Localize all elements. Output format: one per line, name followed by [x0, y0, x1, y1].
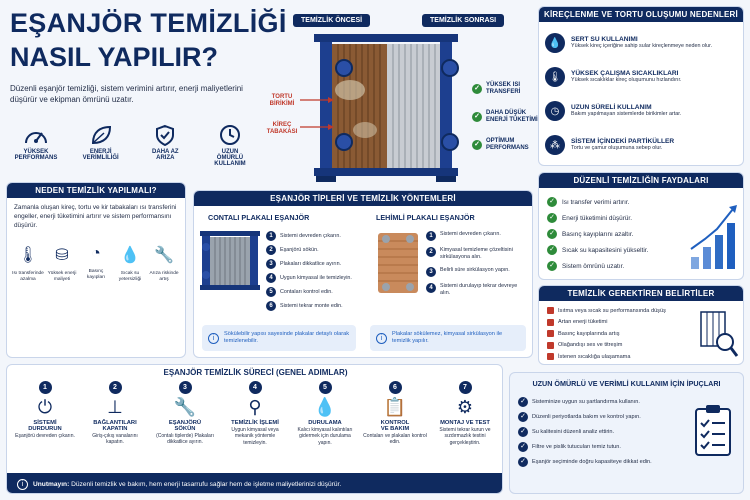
- process-step: [433, 381, 497, 446]
- step-text: Belirli süre sirkülasyon yapın.: [440, 267, 510, 273]
- step-number: 3: [266, 259, 276, 269]
- water-drops-icon: 💧: [545, 33, 565, 53]
- wrench-icon: 🔧: [154, 246, 174, 264]
- process-steps: [13, 381, 497, 446]
- growth-chart-icon: [689, 201, 739, 273]
- check-icon: ✓: [547, 229, 557, 239]
- step-number: 2: [426, 247, 436, 257]
- tip-text: Sisteminize uygun su şartlandırma kullanın.: [532, 398, 640, 405]
- step-desc: Uygun kimyasal veya mekanik yöntemle temizleyin.: [231, 427, 279, 446]
- why-item-label: kayıpları: [86, 275, 106, 281]
- why-item-label: Basınç: [88, 268, 104, 274]
- benefits-card: [538, 172, 744, 280]
- hero-icon-label: DAHA AZ: [152, 149, 179, 155]
- hero-icon-label: ÖMÜRLÜ KULLANIM: [214, 155, 246, 167]
- step-number: 5: [266, 287, 276, 297]
- step-desc: Contaları ve plakaları kontrol edin.: [363, 433, 427, 446]
- check-icon: ✓: [518, 442, 528, 452]
- info-icon: i: [208, 333, 219, 344]
- intro-text: Düzenli eşanjör temizliği, sistem verimini artırır, enerji maliyetlerini düşürür ve ekipman ömrünü uzatır.: [10, 84, 243, 104]
- step-title: KAPATIN: [102, 426, 128, 432]
- step-title: DURDURUN: [28, 426, 62, 432]
- note-text: Plakalar sökülemez, kimyasal sirkülasyon ile temizlik yapılır.: [392, 330, 503, 344]
- process-step: [293, 381, 357, 446]
- step-number: 2: [266, 245, 276, 255]
- cause-item: [545, 26, 737, 60]
- gear-icon: ⚙: [456, 397, 474, 417]
- benefit-text: Sıcak su kapasitesini yükseltir.: [562, 246, 649, 254]
- wrench-icon: 🔧: [173, 397, 197, 417]
- warning-icon: [547, 319, 554, 326]
- step-number: 1: [39, 381, 52, 394]
- why-text: Zamanla oluşan kireç, tortu ve kir tabakaları ısı transferini engeller, enerji tüketimini artırır ve sistem performansını düşürür.: [14, 204, 177, 229]
- benefit-badge: [472, 82, 520, 96]
- cause-title: UZUN SÜRELİ KULLANIM: [571, 104, 652, 112]
- step-number: 1: [266, 231, 276, 241]
- symptom-text: Basınç kayıplarında artış: [558, 330, 620, 337]
- causes-title: KİREÇLENME VE TORTU OLUŞUMU NEDENLERİ: [539, 7, 743, 22]
- checklist-icon: [692, 403, 738, 459]
- why-item: [11, 245, 45, 283]
- why-item-label: Arıza riskinde: [149, 270, 179, 276]
- after-label: TEMİZLİK SONRASI: [422, 14, 504, 27]
- why-item: [45, 245, 79, 283]
- symptom-text: Artan enerji tüketimi: [558, 319, 608, 326]
- hero-icon-label: ENERJİ: [89, 149, 112, 155]
- spray-icon: ⚲: [248, 397, 262, 417]
- brazed-step: [426, 267, 528, 283]
- tip-item: [518, 424, 672, 439]
- page-subtitle: NASIL YAPILIR?: [10, 42, 219, 72]
- step-number: 4: [426, 283, 436, 293]
- valve-icon: ⊥: [107, 397, 123, 417]
- process-step: [363, 381, 427, 446]
- step-number: 4: [266, 273, 276, 283]
- step-number: 3: [426, 267, 436, 277]
- tip-item: [518, 394, 672, 409]
- cause-desc: Tortu ve çamur oluşumuna sebep olur.: [571, 145, 663, 152]
- step-number: 2: [109, 381, 122, 394]
- check-icon: ✓: [518, 397, 528, 407]
- footer-text: Düzenli temizlik ve bakım, hem enerji tasarrufu sağlar hem de işletme maliyetlerinizi düşürür.: [71, 480, 342, 488]
- cause-desc: Bakım yapılmayan sistemlerde birikimler artar.: [571, 111, 682, 118]
- callout-arrows: [298, 96, 338, 136]
- benefit-text: Basınç kayıplarını azaltır.: [562, 230, 634, 238]
- gasket-step: [266, 299, 354, 313]
- symptom-text: Olağandışı ses ve titreşim: [558, 342, 623, 349]
- step-text: Plakaları dikkatlice ayırın.: [280, 260, 342, 267]
- tips-list: [510, 392, 680, 471]
- why-card: [6, 182, 186, 358]
- clock-icon: ◷: [545, 101, 565, 121]
- step-desc: Eşanjörü devreden çıkarın.: [15, 433, 75, 439]
- cause-title: YÜKSEK ÇALIŞMA SICAKLIKLARI: [571, 70, 679, 78]
- tip-item: [518, 454, 672, 469]
- causes-card: [538, 6, 744, 166]
- step-text: Sistemi durulayıp tekrar devreye alın.: [440, 283, 518, 296]
- gauge-icon: ◔: [91, 244, 101, 262]
- warning-icon: [547, 307, 554, 314]
- gauge-icon: [23, 124, 49, 146]
- hero-icon-label: VERİMLİLİĞİ: [82, 155, 119, 161]
- hero-icon-label: YÜKSEK: [23, 149, 49, 155]
- cause-desc: Yüksek sıcaklıklar kireç oluşumunu hızlandırır.: [571, 77, 682, 84]
- step-number: 3: [179, 381, 192, 394]
- before-label: TEMİZLİK ÖNCESİ: [293, 14, 370, 27]
- why-item-label: yetersizliği: [118, 277, 142, 283]
- brazed-title: LEHİMLİ PLAKALI EŞANJÖR: [376, 213, 475, 222]
- why-item-label: Isı transferinde: [12, 270, 44, 276]
- step-desc: Kalıcı kimyasal kalıntıları gidermek için durulama yapın.: [297, 427, 353, 446]
- step-number: 6: [389, 381, 402, 394]
- step-number: 7: [459, 381, 472, 394]
- tip-item: [518, 439, 672, 454]
- check-icon: ✓: [518, 427, 528, 437]
- cause-item: [545, 94, 737, 128]
- brazed-step: [426, 283, 528, 301]
- why-item-label: artış: [159, 277, 169, 283]
- step-number: 6: [266, 301, 276, 311]
- benefit-label: PERFORMANS: [486, 145, 529, 152]
- check-icon: ✓: [547, 261, 557, 271]
- benefit-label: ENERJİ TÜKETİMİ: [486, 117, 538, 124]
- hero-icon-label: ARIZA: [156, 155, 175, 161]
- step-number: 5: [319, 381, 332, 394]
- hero-icon-item: [8, 124, 64, 167]
- step-number: 4: [249, 381, 262, 394]
- tips-title: UZUN ÖMÜRLÜ VE VERİMLİ KULLANIM İÇİN İPUÇLARI: [532, 379, 721, 388]
- why-title: NEDEN TEMİZLİK YAPILMALI?: [7, 183, 185, 198]
- check-icon: ✓: [518, 412, 528, 422]
- hero-icon-label: PERFORMANS: [14, 155, 58, 161]
- info-icon: i: [376, 333, 387, 344]
- hero-icon-row: [8, 124, 258, 167]
- process-step: [153, 381, 217, 446]
- footer-bold: Unutmayın:: [33, 480, 70, 488]
- why-item-label: Sıcak su: [120, 270, 140, 276]
- step-text: Kimyasal temizleme çözeltisini sirkülasyona alın.: [440, 247, 513, 260]
- why-item-label: azalma: [20, 277, 36, 283]
- particles-icon: ⁂: [545, 135, 565, 155]
- gasket-step: [266, 229, 354, 243]
- check-icon: ✓: [472, 112, 482, 122]
- warning-icon: [547, 330, 554, 337]
- tip-text: Eşanjör seçiminde doğru kapasiteye dikkat edin.: [532, 458, 652, 465]
- step-text: Eşanjörü sökün.: [280, 246, 319, 253]
- methods-card: [193, 190, 533, 358]
- check-icon: ✓: [518, 457, 528, 467]
- gasket-steps: [266, 229, 354, 313]
- cause-desc: Yüksek kireç içeriğine sahip sular kireçlenmeye neden olur.: [571, 43, 713, 50]
- benefits-title: DÜZENLİ TEMİZLİĞİN FAYDALARI: [539, 173, 743, 188]
- why-item-label: maliyeti: [53, 277, 71, 283]
- warning-icon: [547, 342, 554, 349]
- symptoms-title: TEMİZLİK GEREKTİREN BELİRTİLER: [539, 286, 743, 301]
- benefit-badge: [472, 138, 529, 152]
- coins-icon: ⛁: [55, 246, 69, 264]
- why-item: [113, 245, 147, 283]
- tip-item: [518, 409, 672, 424]
- step-title: KONTROL: [380, 420, 410, 426]
- hero-icon-item: [202, 124, 258, 167]
- benefit-label: YÜKSEK ISI: [486, 82, 521, 88]
- methods-title: EŞANJÖR TİPLERİ VE TEMİZLİK YÖNTEMLERİ: [194, 191, 532, 206]
- gasket-step: [266, 285, 354, 299]
- why-item: [147, 245, 181, 283]
- tip-text: Düzenli periyotlarda bakım ve kontrol yapın.: [532, 413, 641, 420]
- clipboard-search-icon: 📋: [383, 397, 407, 417]
- brazed-step: [426, 247, 528, 267]
- cause-item: [545, 60, 737, 94]
- benefit-label: TRANSFERİ: [486, 89, 521, 96]
- brazed-exchanger-image: [372, 229, 424, 299]
- warning-icon: [547, 353, 554, 360]
- benefit-text: Enerji tüketimini düşürür.: [562, 214, 632, 222]
- why-item: [79, 245, 113, 283]
- cause-title: SİSTEM İÇİNDEKİ PARTİKÜLLER: [571, 138, 675, 146]
- process-card: [6, 364, 503, 494]
- process-step: [13, 381, 77, 446]
- gasket-step: [266, 243, 354, 257]
- benefit-label: DAHA DÜŞÜK: [486, 110, 527, 116]
- why-icon-row: [7, 237, 185, 283]
- brazed-note: [370, 325, 526, 351]
- step-text: Sistemi devreden çıkarın.: [280, 232, 341, 239]
- step-title: SÖKÜN: [174, 426, 196, 432]
- step-desc: Giriş-çıkış vanalarını kapatın.: [92, 433, 138, 446]
- process-title: EŞANJÖR TEMİZLİK SÜRECİ (GENEL ADIMLAR): [163, 368, 348, 377]
- info-icon: i: [17, 479, 28, 490]
- process-step: [223, 381, 287, 446]
- clock-icon: [217, 124, 243, 146]
- step-text: Uygun kimyasal ile temizleyin.: [280, 274, 352, 281]
- tip-text: Su kalitesini düzenli analiz ettirin.: [532, 428, 615, 435]
- check-icon: ✓: [547, 213, 557, 223]
- step-text: Contaları kontrol edin.: [280, 288, 333, 295]
- hero-icon-item: [73, 124, 129, 167]
- brazed-step: [426, 231, 528, 247]
- leaf-icon: [88, 124, 114, 146]
- benefit-text: Isı transfer verimi artırır.: [562, 198, 630, 206]
- step-number: 1: [426, 231, 436, 241]
- symptoms-card: [538, 285, 744, 365]
- lime-callout: KİREÇ TABAKASI: [266, 122, 298, 136]
- step-title: VE BAKIM: [380, 426, 410, 432]
- benefit-label: OPTİMUM: [486, 138, 515, 144]
- shield-check-icon: [152, 124, 178, 146]
- symptom-text: Isıtma veya sıcak su performansında düşüş: [558, 307, 666, 314]
- thermometer-icon: 🌡: [545, 67, 565, 87]
- step-desc: (Contalı tiplerde) Plakaları dikkatlice ayırın.: [156, 433, 214, 446]
- check-icon: ✓: [547, 245, 557, 255]
- hero-icon-label: UZUN: [221, 149, 239, 155]
- symptom-text: İstenen sıcaklığa ulaşamama: [558, 353, 631, 360]
- step-title: BAĞLANTILARI: [93, 420, 137, 426]
- step-title: SİSTEMİ: [33, 420, 57, 426]
- step-title: EŞANJÖRÜ: [168, 420, 202, 426]
- inspection-icon: [699, 308, 739, 360]
- check-icon: ✓: [547, 197, 557, 207]
- benefit-text: Sistem ömrünü uzatır.: [562, 262, 625, 270]
- benefit-badge: [472, 110, 538, 124]
- drop-icon: 💧: [313, 397, 337, 417]
- process-footer: [7, 473, 503, 494]
- thermometer-icon: 🌡: [17, 246, 39, 264]
- step-title: TEMİZLİK İŞLEMİ: [231, 420, 279, 426]
- power-icon: ⏻: [37, 397, 53, 417]
- step-title: MONTAJ VE TEST: [440, 420, 490, 426]
- gasket-title: CONTALI PLAKALI EŞANJÖR: [208, 213, 310, 222]
- step-text: Sistemi devreden çıkarın.: [440, 231, 501, 237]
- page-title: EŞANJÖR TEMİZLİĞİ: [10, 8, 287, 38]
- tip-text: Filtre ve pislik tutucuları temiz tutun.: [532, 443, 621, 450]
- gasket-step: [266, 271, 354, 285]
- step-desc: Sistemi tekrar kurun ve sızdırmazlık testini gerçekleştirin.: [439, 427, 491, 446]
- cause-item: [545, 128, 737, 162]
- process-step: [83, 381, 147, 446]
- step-text: Sistemi tekrar monte edin.: [280, 302, 343, 309]
- tips-card: [509, 372, 744, 494]
- why-item-label: Yüksek enerji: [47, 270, 77, 276]
- brazed-steps: [426, 231, 528, 301]
- note-text: Sökülebilir yapısı sayesinde plakalar detaylı olarak temizlenebilir.: [224, 330, 349, 344]
- gasket-exchanger-image: [200, 229, 262, 293]
- hero-icon-item: [137, 124, 193, 167]
- check-icon: ✓: [472, 140, 482, 150]
- check-icon: ✓: [472, 84, 482, 94]
- step-title: DURULAMA: [308, 420, 342, 426]
- gasket-step: [266, 257, 354, 271]
- gasket-note: [202, 325, 356, 351]
- drop-icon: 💧: [120, 246, 140, 264]
- scale-callout: TORTU BİRİKİMİ: [269, 94, 295, 108]
- cause-title: SERT SU KULLANIMI: [571, 36, 638, 44]
